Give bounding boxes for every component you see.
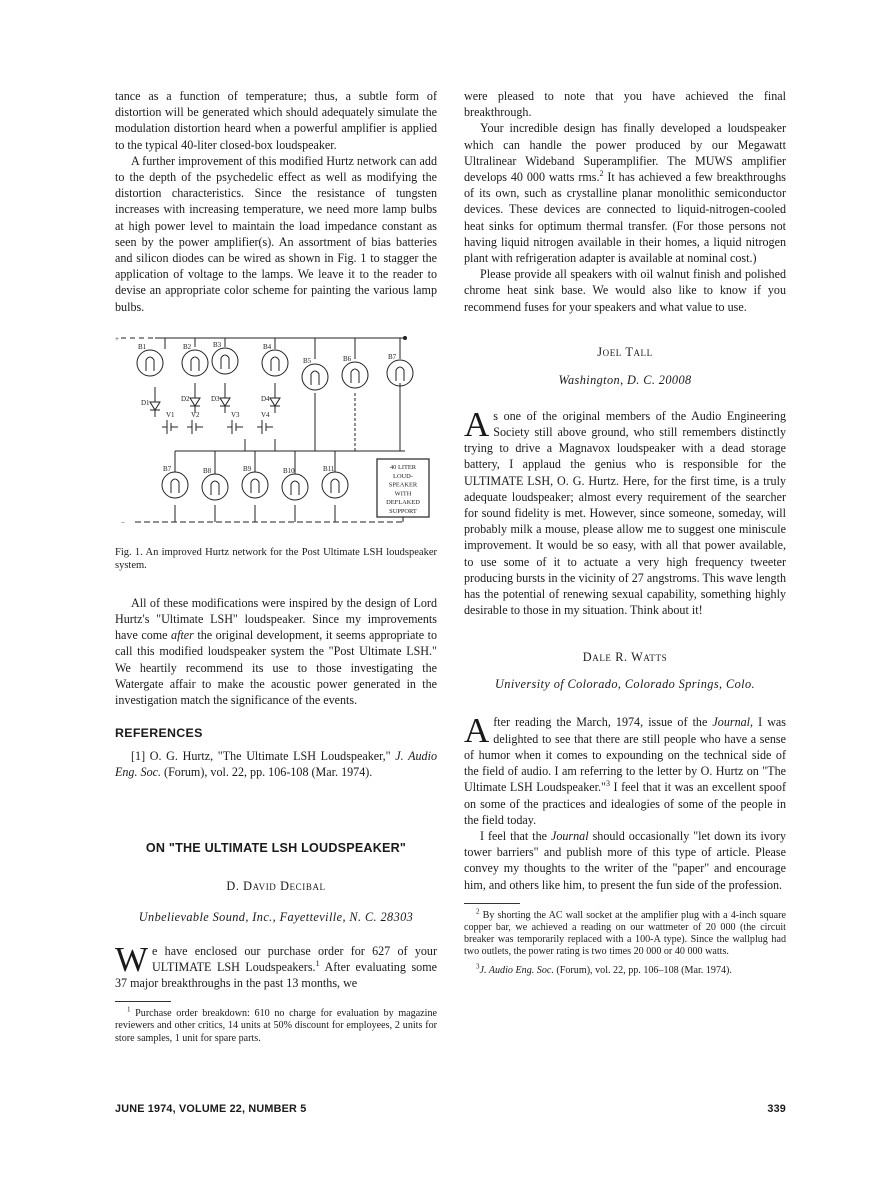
lamp-label: B1 — [138, 342, 147, 351]
signature-name: Dale R. Watts — [582, 650, 668, 665]
letter-paragraph: After reading the March, 1974, issue of the Journal, I was delighted to see that there are still people who have a sense of humor when it comes to expounding on the technical side of the field of audio. I am referring to the letter by O. Hurtz on "The Ultimate LSH Loudspeaker."$^3$ I feel that it was an excellent spoof on some of the practices and idealogies of some of the people in the field today. — [464, 711, 787, 827]
lamp-bulb — [302, 357, 328, 390]
figure-caption: Fig. 1. An improved Hurtz network for the Post Ultimate LSH loudspeaker system. — [115, 546, 437, 572]
drop-cap: A — [464, 404, 490, 444]
battery-label: V3 — [231, 410, 240, 419]
lamp-label: B10 — [283, 466, 295, 475]
lamp-bulb — [182, 343, 208, 376]
lamp-label: B3 — [213, 340, 222, 349]
lamp-label: B11 — [323, 464, 335, 473]
paragraph: All of these modifications were inspired by the design of Lord Hurtz's "Ultimate LSH" loudspeaker. Since my improvements have come after the original development, it seems appropriate to call this modified loudspeaker system the "Post Ultimate LSH." We heartily recommend its use to those investigating the Watergate affair to make the acoustic power generated in the investigation match the significance of the events. — [115, 595, 437, 708]
author-affiliation: Unbelievable Sound, Inc., Fayetteville, N. C. 28303 — [138, 909, 414, 924]
paragraph: Your incredible design has finally developed a loudspeaker which can handle the power produced by our Megawatt Ultralinear Wideband Superamplifier. The MUWS amplifier develops 40 000 watts rms.$^2$ It has achieved a few breakthroughs of its own, such as crystalline planar monolithic semiconductor devices. These devices are connected to liquid-nitrogen-cooled heat sinks for optimum thermal transfer. (For those persons not having liquid nitrogen available in their homes, a liquid nitrogen plant with refrigeration adapter is available at nominal cost.) — [464, 121, 786, 266]
paragraph: A further improvement of this modified Hurtz network can add to the depth of the psychedelic effect as well as modifying the distortion characteristics. Since the resistance of tungsten increases with increasing temperature, we need more lamp bulbs at high power level to maintain the load impedance constant as seen by the power amplifier(s). An assortment of bias batteries and silicon diodes can be wired as shown in Fig. 1 to stagger the application of voltage to the lamps. We leave it to the reader to devise an appropriate color scheme for painting the various lamp bulbs. — [115, 153, 437, 314]
diode — [261, 383, 280, 413]
bias-battery — [187, 411, 203, 434]
loudspeaker-label: 40 LITER — [389, 463, 417, 471]
diode-label: D2 — [181, 394, 190, 403]
lamp-bulb — [137, 343, 163, 376]
footnote-rule — [115, 1001, 171, 1002]
paragraph: Please provide all speakers with oil walnut finish and polished chrome heat sink base. We would also like to know if you recommend fuses for your speakers and what value to use. — [464, 267, 786, 314]
footnote-rule — [464, 903, 520, 904]
loudspeaker-label: LOUD- — [393, 472, 413, 480]
battery-label: V1 — [166, 410, 175, 419]
left-column — [115, 88, 437, 1045]
lamp-label: B4 — [263, 342, 272, 351]
bias-battery — [162, 411, 178, 434]
lamp-label: B2 — [183, 342, 192, 351]
diode-label: D1 — [141, 398, 150, 407]
signature-name: Joel Tall — [597, 344, 653, 359]
lamp-bulb — [342, 355, 368, 388]
lamp-label: B6 — [343, 354, 352, 363]
bias-battery — [257, 411, 273, 434]
signature-place: University of Colorado, Colorado Springs, Colo. — [495, 677, 755, 692]
signature-place: Washington, D. C. 20008 — [558, 372, 692, 387]
author-name: D. David Decibal — [226, 878, 326, 893]
footnote: $^3$J. Audio Eng. Soc. (Forum), vol. 22, pp. 106–108 (Mar. 1974). — [476, 962, 732, 976]
circuit-diagram — [115, 335, 437, 540]
footnote: $^2$ By shorting the AC wall socket at the amplifier plug with a 4-inch square copper bar, we achieved a reading on our wattmeter of 20 000 (the circuit breaker was temporarily replaced with a 100-A type). Since the wallplug had two outlets, the power rating is two times 20 000 or 40 000 watts. — [464, 907, 786, 958]
diode — [211, 383, 230, 413]
diode-label: D3 — [211, 394, 220, 403]
paragraph: I feel that the Journal should occasionally "let down its ivory tower barriers" and publish more of this type of article. Please convey my thoughts to the writer of the "paper" and encourage him, and others like him, to present the fun side of the profession. — [464, 828, 786, 892]
battery-label: V2 — [191, 410, 200, 419]
letter-paragraph: As one of the original members of the Audio Engineering Society still above ground, who still remembers distinctly trying to drive a Magnavox loudspeaker with a dead storage battery, I applaud the genius who is responsible for the ULTIMATE LSH, O. G. Hurtz. Here, for the first time, is a truly adequate loudspeaker; almost every requirement of the searcher for sound fidelity is met. However, since someone, someday, will probably milk a mouse, please allow me to suggest one miniscule improvement. It would be so easy, with all that power available, to use some of it to actuate a very high frequency tweeter producing bursts in the vicinity of 27 angstroms. This wave length has the potential of renewing sexual capability, something highly desirable to those in my situation. Think about it! — [464, 404, 786, 618]
paragraph: tance as a function of temperature; thus, a subtle form of distortion will be generated which should adequately simulate the modulation distortion heard when a powerful amplifier is applied to the typical 40-liter closed-box loudspeaker. — [115, 89, 437, 152]
footer-journal-info: JUNE 1974, VOLUME 22, NUMBER 5 — [115, 1103, 307, 1115]
reference-item: [1] O. G. Hurtz, "The Ultimate LSH Loudspeaker," J. Audio Eng. Soc. (Forum), vol. 22, pp. 106-108 (Mar. 1974). — [115, 749, 437, 780]
loudspeaker-label: DEFLAKED — [386, 499, 420, 507]
article-title: ON "THE ULTIMATE LSH LOUDSPEAKER" — [145, 840, 407, 855]
loudspeaker-label: WITH — [394, 490, 412, 498]
figure-1 — [115, 335, 437, 573]
letter-paragraph: We have enclosed our purchase order for 627 of your ULTIMATE LSH Loudspeakers.$^1$ After evaluating some 37 major breakthroughs in the past 13 months, we — [115, 939, 437, 991]
right-column — [464, 88, 786, 977]
loudspeaker-label: SPEAKER — [388, 481, 418, 489]
drop-cap: A — [464, 711, 490, 751]
drop-cap: W — [115, 939, 149, 979]
diode — [141, 387, 160, 417]
references-heading: REFERENCES — [115, 726, 203, 741]
terminal-plus: + — [115, 334, 119, 343]
battery-label: V4 — [261, 410, 270, 419]
footnote: $^1$ Purchase order breakdown: 610 no charge for evaluation by magazine reviewers and other critics, 14 units at 50% discount for employees, 2 units for store samples, 1 unit for spare parts. — [115, 1005, 437, 1044]
loudspeaker-label: SUPPORT — [389, 507, 417, 515]
lamp-label: B7 — [163, 464, 172, 473]
lamp-label: B8 — [203, 466, 212, 475]
terminal-minus: − — [121, 518, 125, 527]
diode-label: D4 — [261, 394, 270, 403]
bias-battery — [227, 411, 243, 434]
lamp-label: B9 — [243, 464, 252, 473]
paragraph: were pleased to note that you have achieved the final breakthrough. — [464, 89, 786, 120]
diode — [181, 383, 200, 413]
lamp-label: B5 — [303, 356, 312, 365]
page-number: 339 — [767, 1103, 786, 1115]
lamp-label: B7 — [388, 352, 397, 361]
